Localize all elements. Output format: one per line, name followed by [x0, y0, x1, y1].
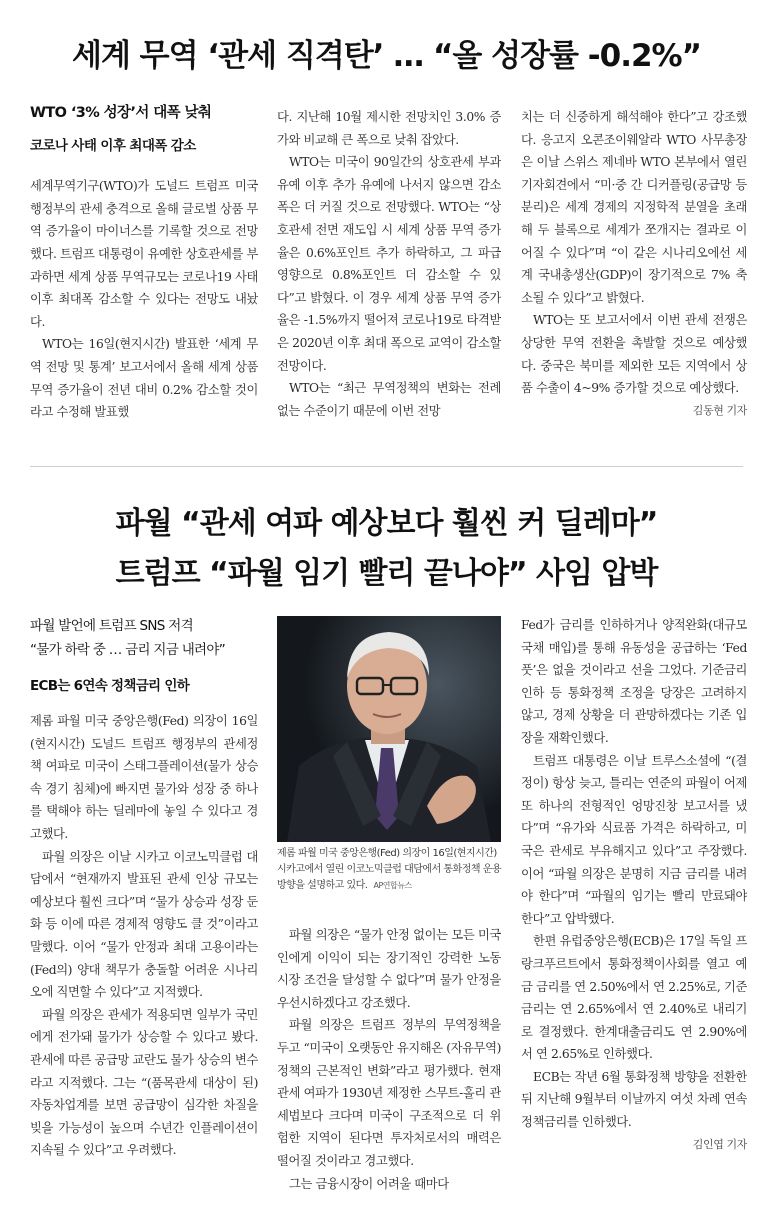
article1-paragraph: 세계무역기구(WTO)가 도널드 트럼프 미국 행정부의 관세 충격으로 올해 글로벌 상품 무역 증가율이 마이너스를 기록할 것으로 전망했다. 트럼프 대통령이 유예한 상호관세를 부과하면 세계 상품 무역규모는 코로나19 사태 이후 최대폭 감소할 수 있다는 전망도 내놨다. [30, 179, 258, 329]
article2-paragraph: ECB는 작년 6월 통화정책 방향을 전환한 뒤 지난해 9월부터 이날까지 여섯 차례 연속 정책금리를 인하했다. [521, 1069, 747, 1130]
article2-paragraph: 제롬 파월 미국 중앙은행(Fed) 의장이 16일(현지시간) 도널드 트럼프 행정부의 관세정책 여파로 미국이 스태그플레이션(물가 상승 속 경기 침체)에 빠지면 물가와 성장 중 하나를 택해야 하는 딜레마에 놓일 수 있다고 경고했다. [30, 714, 258, 841]
article1-byline: 김동현 기자 [692, 403, 747, 417]
article1-headline: 세계 무역 ‘관세 직격탄’ … “올 성장률 -0.2%” [72, 38, 701, 74]
article2-headline-line2: 트럼프 “파월 임기 빨리 끝나야” 사임 압박 [115, 556, 658, 591]
article1-subhead-2: 코로나 사태 이후 최대폭 감소 [30, 137, 196, 154]
article1-column-1 [30, 96, 258, 444]
photo-caption: 제롬 파월 미국 중앙은행(Fed) 의장이 16일(현지시간) 시카고에서 열린 이코노믹클럽 대담에서 통화정책 운용 방향을 설명하고 있다. [277, 848, 502, 891]
article2-deck-3: ECB는 6연속 정책금리 인하 [30, 678, 190, 694]
article2-paragraph: 파월 의장은 이날 시카고 이코노믹클럽 대담에서 “현재까지 발표된 관세 인상 규모는 예상보다 훨씬 크다”며 “물가 상승과 성장 둔화 등 이에 따른 경제적 영향도 클 것”이라고 말했다. 이어 “물가 안정과 최대 고용이라는 (Fed의) 양대 책무가 충돌할 어려운 시나리오에 직면할 수 있다”고 지적했다. [30, 849, 258, 1000]
article2-byline: 김인엽 기자 [692, 1137, 747, 1151]
article1-paragraph: WTO는 미국이 90일간의 상호관세 부과 유예 이후 추가 유예에 나서지 않으면 감소 폭은 더 커질 것으로 전망했다. WTO는 “상호관세 전면 재도입 시 세계 상품 무역 증가율은 0.6%포인트 추가 하락하고, 그 파급 영향으로 0.8%포인트 더 감소할 수 있다”고 밝혔다. 이 경우 세계 상품 무역 증가율은 -1.5%까지 떨어져 코로나19로 타격받은 2020년 이후 최대 폭으로 교역이 감소할 전망이다. [277, 155, 501, 373]
article2-headline-line1: 파월 “관세 여파 예상보다 훨씬 커 딜레마” [115, 506, 658, 541]
article1-paragraph: 다. 지난해 10월 제시한 전망치인 3.0% 증가와 비교해 큰 폭으로 낮춰 잡았다. [277, 110, 501, 147]
photo-credit: AP연합뉴스 [373, 881, 412, 890]
article1-column-3 [521, 106, 747, 444]
article2-paragraph: 트럼프 대통령은 이날 트루스소셜에 “(결정이) 항상 늦고, 틀리는 연준의 파월이 어제 또 하나의 전형적인 엉망진창 보고서를 냈다”며 “유가와 식료품 가격은 하락하고, 미국은 관세로 부유해지고 있다”고 주장했다. 이어 “파월 의장은 분명히 지금 금리를 내려야 한다”며 “파월의 임기는 빨리 만료돼야 한다”고 압박했다. [521, 753, 747, 926]
article2-paragraph: 파월 의장은 “물가 안정 없이는 모든 미국인에게 이익이 되는 장기적인 강력한 노동시장 조건을 달성할 수 없다”며 물가 안정을 우선시하겠다고 강조했다. [277, 928, 501, 1010]
article1-subhead-1: WTO ‘3% 성장’서 대폭 낮춰 [30, 105, 212, 121]
article1-paragraph: 치는 더 신중하게 해석해야 한다”고 강조했다. 응고지 오콘조이웨알라 WTO 사무총장은 이날 스위스 제네바 WTO 본부에서 열린 기자회견에서 “미·중 간 디커플링(공급망 등 분리)은 세계 경제의 지정학적 분열을 초래해 두 블록으로 세계가 쪼개지는 결과로 이어질 수 있다”며 “이 같은 시나리오에선 세계 국내총생산(GDP)이 장기적으로 7% 축소될 수 있다”고 밝혔다. [521, 110, 747, 305]
article1-paragraph: WTO는 “최근 무역정책의 변화는 전례 없는 수준이기 때문에 이번 전망 [277, 381, 501, 418]
article1-paragraph: WTO는 또 보고서에서 이번 관세 전쟁은 상당한 무역 전환을 촉발할 것으로 예상했다. 중국은 북미를 제외한 모든 지역에서 상품 수출이 4~9% 증가할 것으로 예상했다. [521, 313, 747, 396]
section-divider [30, 466, 743, 467]
powell-photo-illustration [277, 616, 501, 842]
article2-deck-1: 파월 발언에 트럼프 SNS 저격 [30, 618, 193, 634]
article2-paragraph: 파월 의장은 관세가 적용되면 일부가 국민에게 전가돼 물가가 상승할 수 있다고 봤다. 관세에 따른 공급망 교란도 물가 상승의 변수라고 지적했다. 그는 “(품목관세 대상이 된) 자동차업계를 보면 공급망이 심각한 차질을 빚을 가능성이 높으며 수년간 인플레이션이 지속될 수 있다”고 우려했다. [30, 1007, 258, 1158]
photo-caption-block [277, 846, 507, 894]
article2-deck-2: “물가 하락 중 … 금리 지금 내려야” [30, 642, 226, 658]
powell-photo [277, 616, 501, 842]
article2-column-1 [30, 614, 258, 1214]
article2-column-3 [521, 614, 747, 1214]
article2-column-2 [277, 924, 501, 1214]
article1-paragraph: WTO는 16일(현지시간) 발표한 ‘세계 무역 전망 및 통계’ 보고서에서 올해 세계 상품 무역 증가율이 전년 대비 0.2% 감소할 것이라고 수정해 발표했 [30, 337, 258, 420]
article2-paragraph: 그는 금융시장이 어려울 때마다 [289, 1176, 449, 1191]
article1-column-2 [277, 106, 501, 444]
article2-paragraph: Fed가 금리를 인하하거나 양적완화(대규모 국채 매입)를 통해 유동성을 공급하는 ‘Fed 풋’은 없을 것이라고 선을 그었다. 기준금리 인하 등 통화정책 조정을 당장은 고려하지 않고, 경제 상황을 더 관망하겠다는 기존 입장을 재확인했다. [521, 618, 747, 745]
article2-paragraph: 파월 의장은 트럼프 정부의 무역정책을 두고 “미국이 오랫동안 유지해온 (자유무역) 정책의 근본적인 변화”라고 평가했다. 현재 관세 여파가 1930년 제정한 스무트-홀리 관세법보다 크다며 미국이 구조적으로 더 위험한 지역이 된다면 투자처로서의 매력은 떨어질 것이라고 경고했다. [277, 1018, 501, 1168]
article2-paragraph: 한편 유럽중앙은행(ECB)은 17일 독일 프랑크푸르트에서 통화정책이사회를 열고 예금 금리를 연 2.50%에서 연 2.25%로, 기준금리는 연 2.65%에서 연 2.40%로 내리기로 결정했다. 한계대출금리도 연 2.90%에서 연 2.65%로 인하했다. [521, 934, 747, 1062]
